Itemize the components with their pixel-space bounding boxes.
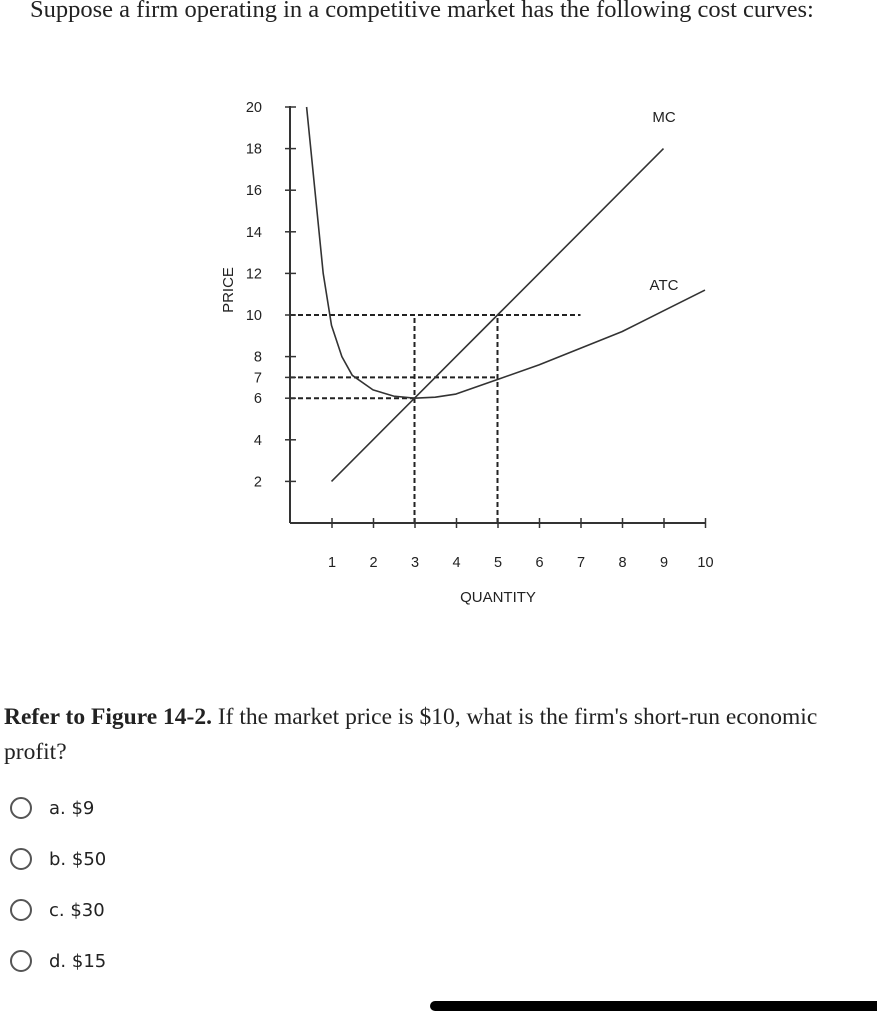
ticks bbox=[246, 100, 714, 571]
x-tick-label-10: 10 bbox=[697, 555, 714, 571]
option-b[interactable] bbox=[10, 844, 106, 874]
y-tick-label-14: 14 bbox=[245, 224, 262, 241]
question-text bbox=[4, 700, 864, 770]
x-tick-label-2: 2 bbox=[369, 555, 378, 571]
series-atc-curve bbox=[307, 107, 705, 398]
option-a-label: a. $9 bbox=[49, 797, 95, 819]
option-a-radio[interactable] bbox=[10, 797, 32, 819]
x-tick-label-4: 4 bbox=[452, 555, 461, 571]
y-tick-label-6: 6 bbox=[253, 391, 262, 408]
x-tick-label-1: 1 bbox=[327, 555, 337, 571]
option-c-label: c. $30 bbox=[49, 899, 105, 921]
option-a[interactable] bbox=[10, 793, 94, 823]
y-tick-label-7: 7 bbox=[253, 370, 262, 387]
y-tick-label-2: 2 bbox=[253, 474, 262, 491]
y-tick-label-20: 20 bbox=[245, 100, 262, 116]
option-d-radio[interactable] bbox=[10, 950, 32, 972]
option-d[interactable] bbox=[10, 946, 106, 976]
option-b-radio[interactable] bbox=[10, 848, 32, 870]
option-d-label: d. $15 bbox=[49, 950, 107, 972]
series-label-mc: MC bbox=[652, 109, 676, 126]
y-tick-label-16: 16 bbox=[245, 183, 262, 200]
x-tick-label-7: 7 bbox=[576, 555, 586, 571]
x-axis-label: QUANTITY bbox=[460, 589, 536, 606]
series-label-atc: ATC bbox=[649, 277, 679, 294]
x-tick-label-8: 8 bbox=[618, 555, 627, 571]
curves bbox=[307, 107, 705, 481]
y-tick-label-10: 10 bbox=[245, 308, 262, 324]
y-tick-label-12: 12 bbox=[245, 266, 262, 283]
y-tick-label-4: 4 bbox=[253, 432, 262, 449]
option-c[interactable] bbox=[10, 895, 105, 925]
x-tick-label-3: 3 bbox=[410, 555, 420, 571]
y-tick-label-8: 8 bbox=[253, 349, 262, 366]
x-tick-label-9: 9 bbox=[659, 555, 669, 571]
x-tick-label-5: 5 bbox=[493, 555, 503, 571]
intro-text: Suppose a firm operating in a competitive market has the following cost curves: bbox=[30, 0, 814, 23]
reference-lines bbox=[290, 315, 581, 523]
y-tick-label-18: 18 bbox=[245, 141, 262, 158]
question-body: If the market price is $10, what is the firm's short-run economic profit? bbox=[4, 704, 818, 765]
y-axis-label: PRICE bbox=[220, 267, 237, 313]
home-indicator bbox=[430, 1001, 877, 1011]
figure-reference: Refer to Figure 14-2. bbox=[4, 704, 212, 730]
x-tick-label-6: 6 bbox=[535, 555, 544, 571]
option-c-radio[interactable] bbox=[10, 899, 32, 921]
option-b-label: b. $50 bbox=[49, 848, 107, 870]
